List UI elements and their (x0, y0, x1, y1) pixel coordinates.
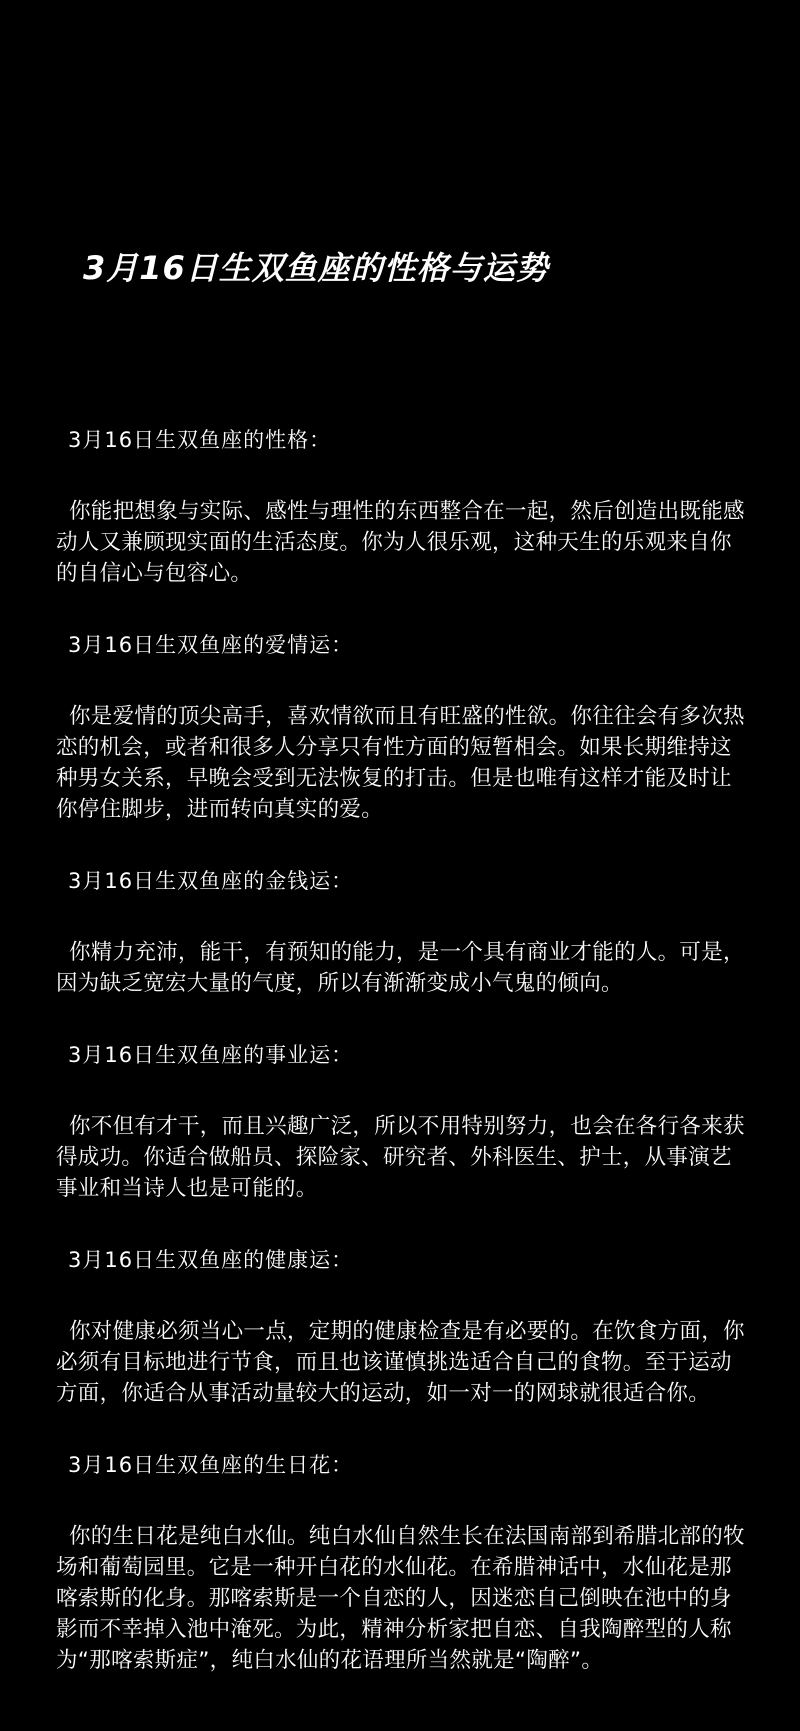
page-title: 3月16日生双鱼座的性格与运势 (83, 249, 549, 287)
section-body-money: 你精力充沛，能干，有预知的能力，是一个具有商业才能的人。可是，因为缺乏宽宏大量的气度，所以有渐渐变成小气鬼的倾向。 (56, 940, 745, 996)
section-heading-health: 3月16日生双鱼座的健康运： (68, 1248, 354, 1272)
section-body-career: 你不但有才干，而且兴趣广泛，所以不用特别努力，也会在各行各来获得成功。你适合做船员、探险家、研究者、外科医生、护士，从事演艺事业和当诗人也是可能的。 (56, 1114, 745, 1201)
section-heading-love: 3月16日生双鱼座的爱情运： (68, 633, 354, 657)
section-body-personality: 你能把想象与实际、感性与理性的东西整合在一起，然后创造出既能感动人又兼顾现实面的生活态度。你为人很乐观，这种天生的乐观来自你的自信心与包容心。 (56, 499, 745, 586)
section-body-birthday-flower: 你的生日花是纯白水仙。纯白水仙自然生长在法国南部到希腊北部的牧场和葡萄园里。它是一种开白花的水仙花。在希腊神话中，水仙花是那喀索斯的化身。那喀索斯是一个自恋的人，因迷恋自己倒映在池中的身影而不幸掉入池中淹死。为此，精神分析家把自恋、自我陶醉型的人称为“那喀索斯症”，纯白水仙的花语理所当然就是“陶醉”。 (56, 1524, 745, 1673)
section-body-love: 你是爱情的顶尖高手，喜欢情欲而且有旺盛的性欲。你往往会有多次热恋的机会，或者和很多人分享只有性方面的短暂相会。如果长期维持这种男女关系，早晚会受到无法恢复的打击。但是也唯有这样才能及时让你停住脚步，进而转向真实的爱。 (56, 704, 745, 822)
section-heading-birthday-flower: 3月16日生双鱼座的生日花： (68, 1453, 354, 1477)
section-heading-personality: 3月16日生双鱼座的性格： (68, 428, 332, 452)
section-body-health: 你对健康必须当心一点，定期的健康检查是有必要的。在饮食方面，你必须有目标地进行节食，而且也该谨慎挑选适合自己的食物。至于运动方面，你适合从事活动量较大的运动，如一对一的网球就很适合你。 (56, 1319, 745, 1406)
section-heading-career: 3月16日生双鱼座的事业运： (68, 1043, 354, 1067)
section-heading-money: 3月16日生双鱼座的金钱运： (68, 869, 354, 893)
article-body (56, 418, 746, 1710)
